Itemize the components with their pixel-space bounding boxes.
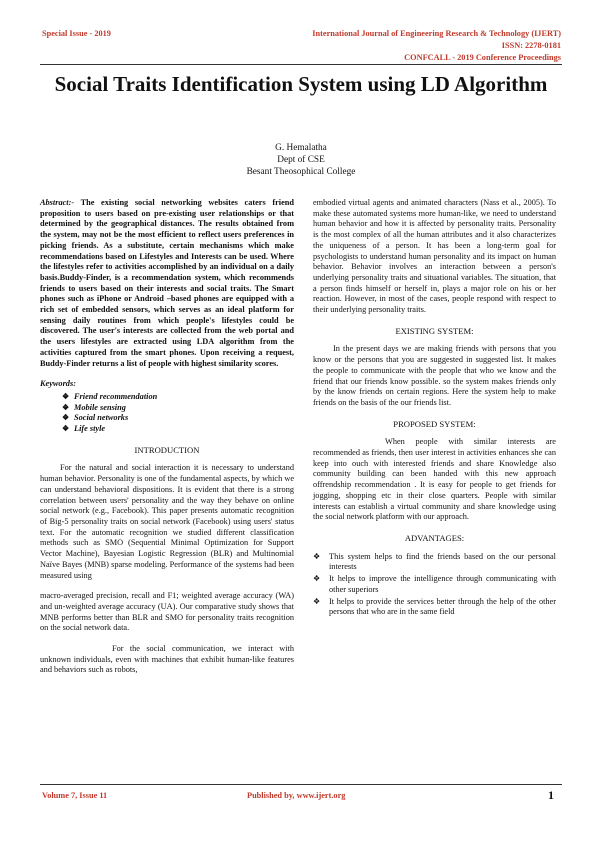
header-issn: ISSN: 2278-0181 xyxy=(501,41,561,50)
intro-paragraph-2: macro-averaged precision, recall and F1; weighted average accuracy (WA) and un-weighted average accuracy (UA). Our comparative study shows that MNB performs better than BLR and SMO for personality traits recognition on the social network data. xyxy=(40,591,294,633)
header-rule xyxy=(40,64,562,65)
header-issue: Special Issue - 2019 xyxy=(42,29,111,38)
proposed-system-text: When people with similar interests are recommended as friends, then user interest in activities enhances she can keep into ouch with interested friends and share Knowledge also community building can been handed with this new approach offrendship recommendation . It is easy for people to get friends for jogging, shopping etc in their close quarters. People with similar interests can establish a virtual community and share knowledge using the social network platform with our approach. xyxy=(313,437,556,522)
header-journal: International Journal of Engineering Research & Technology (IJERT) xyxy=(312,29,561,38)
footer-publisher: Published by, www.ijert.org xyxy=(247,791,346,800)
diamond-bullet-icon: ❖ xyxy=(62,391,70,401)
advantage-item: ❖ This system helps to find the friends based on the our personal interests xyxy=(313,551,556,572)
intro-paragraph-3: For the social communication, we interact with unknown individuals, even with machines that exhibit human-like features and behaviors such as robots, xyxy=(40,644,294,675)
keyword-item: ❖ Mobile sensing xyxy=(62,402,126,412)
right-column xyxy=(313,198,556,619)
proposed-system-heading: PROPOSED SYSTEM: xyxy=(393,418,476,429)
right-paragraph-1: embodied virtual agents and animated characters (Nass et al., 2005). To make these automated systems more human-like, we need to understand human behavior and how it is affected by personality traits. Personality is the most complex of all the human attributes and it also characterizes the uniqueness of a person. It has been a long-term goal for psychologists to understand human personality and its impact on human behavior. Behavior involves an interaction between a person's underlying personality traits and situational variables. The situation, that a person finds himself or herself in, plays a major role on his or her reaction. However, in most of the cases, people respond with respect to their underlying personality traits. xyxy=(313,198,556,315)
diamond-bullet-icon: ❖ xyxy=(62,402,70,412)
abstract-label: Abstract:- xyxy=(40,198,75,207)
introduction-heading: INTRODUCTION xyxy=(134,444,200,455)
advantage-item: ❖ It helps to provide the services better through the help of the other persons that who are in the same field xyxy=(313,596,556,617)
footer-volume: Volume 7, Issue 11 xyxy=(42,791,108,800)
existing-system-text: In the present days we are making friends with persons that you know or the persons that you are suggested in suggested list. It makes the people to communicate with the people that who we know and the friend that our friends know possible. so the system makes friends only by the know friends on certain regions. Here the system help to make friends on the basis of the our friends list. xyxy=(313,344,556,407)
diamond-bullet-icon: ❖ xyxy=(313,551,321,561)
diamond-bullet-icon: ❖ xyxy=(313,574,321,584)
abstract xyxy=(40,198,294,369)
abstract-text: The existing social networking websites caters friend proposition to users based on pre-existing user relationships or that determined by the geographical distances. The results obtained from the system, may not be the most efficient to reflect users preferences in picking friends. As a substitute, certain mechanisms which make recommendations based on Lifestyles and Interests can be used. Where the lifestyles refer to activities accomplished by an individual on a daily basis.Buddy-Finder, is a recommendation system, which recommends friends to users based on their interests and social traits. The Smart phones such as iPhone or Android –based phones are equipped with a rich set of embedded sensors, which serves as an ideal platform for sensing daily routines from which people's lifestyles could be discovered. The user's interests are collected from the web portal and the users lifestyles are extracted using LDA algorithm from the activities captured from the smart phones. Upon receiving a request, Buddy-Finder returns a list of people with highest similarity scores. xyxy=(40,198,294,368)
keyword-item: ❖ Friend recommendation xyxy=(62,391,158,401)
diamond-bullet-icon: ❖ xyxy=(313,596,321,606)
keywords-label: Keywords: xyxy=(40,379,76,389)
footer-rule xyxy=(40,784,562,785)
existing-system-heading: EXISTING SYSTEM: xyxy=(395,325,474,336)
advantages-heading: ADVANTAGES: xyxy=(404,532,465,543)
diamond-bullet-icon: ❖ xyxy=(62,424,70,434)
author-dept: Dept of CSE xyxy=(277,155,325,165)
author-college: Besant Theosophical College xyxy=(246,167,356,177)
paper-title: Social Traits Identification System using LD Algorithm xyxy=(54,72,548,96)
advantages-list xyxy=(313,552,556,618)
intro-paragraph-1: For the natural and social interaction it is necessary to understand human behavior. Personality is one of the fundamental aspects, by which we can understand behavioral dispositions. It is evident that there is a strong correlation between users' personality and the way they behave on online social network (e.g., Facebook). This paper presents automatic recognition of Big-5 personality traits on social network (Facebook) using users' status text. For the automatic recognition we studied different classification methods such as SMO (Sequential Minimal Optimization for Support Vector Machine), Bayesian Logistic Regression (BLR) and Multinomial Naïve Bayes (MNB) sparse modeling. Performance of the systems had been measured using xyxy=(40,463,294,580)
page-number: 1 xyxy=(548,788,554,802)
author-name: G. Hemalatha xyxy=(275,143,327,153)
keywords-list xyxy=(40,392,294,435)
header-conference: CONFCALL - 2019 Conference Proceedings xyxy=(404,53,561,62)
advantage-item: ❖ It helps to improve the intelligence through communicating with other superiors xyxy=(313,574,556,594)
keyword-item: ❖ Life style xyxy=(62,424,106,434)
left-column xyxy=(40,198,294,686)
diamond-bullet-icon: ❖ xyxy=(62,413,70,423)
keyword-item: ❖ Social networks xyxy=(62,413,129,423)
